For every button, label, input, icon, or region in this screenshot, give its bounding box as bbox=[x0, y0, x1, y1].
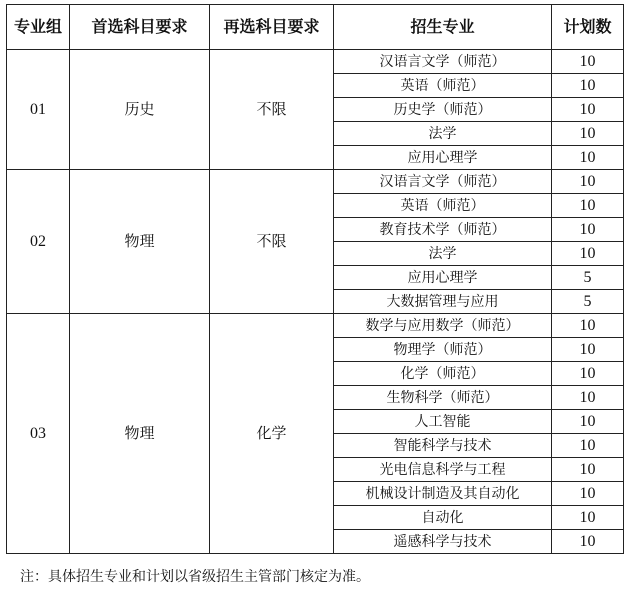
plan-count-cell: 10 bbox=[552, 314, 624, 338]
group-id-cell: 02 bbox=[7, 170, 70, 314]
plan-count-cell: 5 bbox=[552, 266, 624, 290]
plan-count-cell: 10 bbox=[552, 50, 624, 74]
group-id-cell: 01 bbox=[7, 50, 70, 170]
first-subject-cell: 物理 bbox=[70, 170, 210, 314]
major-cell: 数学与应用数学（师范） bbox=[334, 314, 552, 338]
plan-count-cell: 10 bbox=[552, 218, 624, 242]
table-row bbox=[7, 170, 624, 194]
major-cell: 历史学（师范） bbox=[334, 98, 552, 122]
plan-count-cell: 10 bbox=[552, 122, 624, 146]
first-subject-cell: 物理 bbox=[70, 314, 210, 554]
plan-count-cell: 10 bbox=[552, 386, 624, 410]
plan-count-cell: 10 bbox=[552, 194, 624, 218]
plan-count-cell: 10 bbox=[552, 458, 624, 482]
footnote: 注：具体招生专业和计划以省级招生主管部门核定为准。 bbox=[20, 569, 370, 585]
plan-count-cell: 10 bbox=[552, 482, 624, 506]
plan-count-cell: 10 bbox=[552, 242, 624, 266]
major-cell: 法学 bbox=[334, 242, 552, 266]
table-row bbox=[7, 50, 624, 74]
major-cell: 汉语言文学（师范） bbox=[334, 170, 552, 194]
header-major: 招生专业 bbox=[334, 5, 552, 50]
major-cell: 英语（师范） bbox=[334, 74, 552, 98]
major-cell: 光电信息科学与工程 bbox=[334, 458, 552, 482]
enrollment-plan-table bbox=[6, 4, 624, 554]
plan-count-cell: 10 bbox=[552, 506, 624, 530]
plan-count-cell: 10 bbox=[552, 146, 624, 170]
major-cell: 遥感科学与技术 bbox=[334, 530, 552, 554]
major-cell: 大数据管理与应用 bbox=[334, 290, 552, 314]
major-cell: 应用心理学 bbox=[334, 266, 552, 290]
table-row bbox=[7, 314, 624, 338]
major-cell: 机械设计制造及其自动化 bbox=[334, 482, 552, 506]
major-cell: 化学（师范） bbox=[334, 362, 552, 386]
second-subject-cell: 化学 bbox=[210, 314, 334, 554]
major-cell: 汉语言文学（师范） bbox=[334, 50, 552, 74]
plan-count-cell: 10 bbox=[552, 410, 624, 434]
table-body bbox=[7, 50, 624, 554]
major-cell: 自动化 bbox=[334, 506, 552, 530]
first-subject-cell: 历史 bbox=[70, 50, 210, 170]
major-cell: 生物科学（师范） bbox=[334, 386, 552, 410]
plan-count-cell: 5 bbox=[552, 290, 624, 314]
plan-count-cell: 10 bbox=[552, 98, 624, 122]
plan-count-cell: 10 bbox=[552, 338, 624, 362]
major-cell: 英语（师范） bbox=[334, 194, 552, 218]
plan-count-cell: 10 bbox=[552, 362, 624, 386]
header-first-subject: 首选科目要求 bbox=[70, 5, 210, 50]
header-second-subject: 再选科目要求 bbox=[210, 5, 334, 50]
second-subject-cell: 不限 bbox=[210, 170, 334, 314]
plan-count-cell: 10 bbox=[552, 530, 624, 554]
major-cell: 物理学（师范） bbox=[334, 338, 552, 362]
second-subject-cell: 不限 bbox=[210, 50, 334, 170]
major-cell: 教育技术学（师范） bbox=[334, 218, 552, 242]
header-row bbox=[7, 5, 624, 50]
header-plan: 计划数 bbox=[552, 5, 624, 50]
plan-count-cell: 10 bbox=[552, 74, 624, 98]
major-cell: 智能科学与技术 bbox=[334, 434, 552, 458]
major-cell: 应用心理学 bbox=[334, 146, 552, 170]
header-group: 专业组 bbox=[7, 5, 70, 50]
plan-count-cell: 10 bbox=[552, 170, 624, 194]
group-id-cell: 03 bbox=[7, 314, 70, 554]
major-cell: 人工智能 bbox=[334, 410, 552, 434]
plan-count-cell: 10 bbox=[552, 434, 624, 458]
major-cell: 法学 bbox=[334, 122, 552, 146]
